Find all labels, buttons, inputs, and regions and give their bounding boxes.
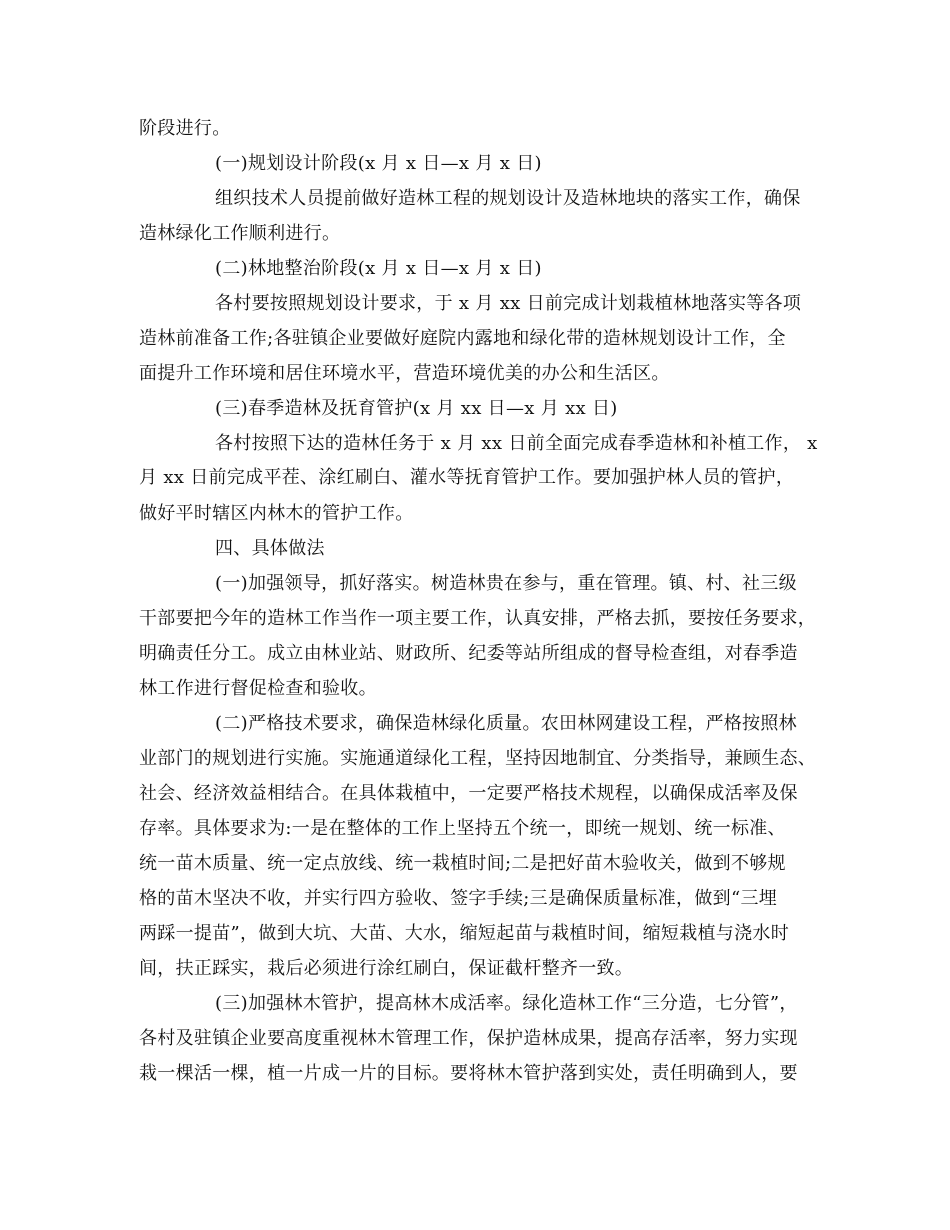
text-line: 两踩一提苗”，做到大坑、大苗、大水，缩短起苗与栽植时间，缩短栽植与浇水时 xyxy=(139,923,789,944)
text-line: 月 xx 日前完成平茬、涂红刷白、灌水等抚育管护工作。要加强护林人员的管护， xyxy=(139,467,795,488)
text-line: 社会、经济效益相结合。在具体栽植中，一定要严格技术规程，以确保成活率及保 xyxy=(139,783,798,804)
section-heading: (二)林地整治阶段(x 月 x 日—x 月 x 日) xyxy=(215,258,542,279)
text-line: 面提升工作环境和居住环境水平，营造环境优美的办公和生活区。 xyxy=(139,363,670,384)
section-heading: (一)规划设计阶段(x 月 x 日—x 月 x 日) xyxy=(215,153,542,174)
text-line: 业部门的规划进行实施。实施通道绿化工程，坚持因地制宜、分类指导，兼顾生态、 xyxy=(139,748,817,769)
text-line: 明确责任分工。成立由林业站、财政所、纪委等站所组成的督导检查组，对春季造 xyxy=(139,643,798,664)
text-line: 统一苗木质量、统一定点放线、统一栽植时间;二是把好苗木验收关，做到不够规 xyxy=(139,853,786,874)
text-line: 阶段进行。 xyxy=(139,118,231,139)
text-line: 栽一棵活一棵，植一片成一片的目标。要将林木管护落到实处，责任明确到人，要 xyxy=(139,1063,798,1084)
text-line: 各村按照下达的造林任务于 x 月 xx 日前全面完成春季造林和补植工作， x xyxy=(215,433,818,454)
text-line: 林工作进行督促检查和验收。 xyxy=(139,678,377,699)
text-line: (三)加强林木管护，提高林木成活率。绿化造林工作“三分造，七分管”， xyxy=(215,993,798,1014)
text-line: (二)严格技术要求，确保造林绿化质量。农田林网建设工程，严格按照林 xyxy=(215,713,797,734)
section-heading: (三)春季造林及抚育管护(x 月 xx 日—x 月 xx 日) xyxy=(215,398,618,419)
text-line: 格的苗木坚决不收，并实行四方验收、签字手续;三是确保质量标准，做到“三埋 xyxy=(139,888,778,909)
section-heading: 四、具体做法 xyxy=(215,538,325,559)
text-line: 各村及驻镇企业要高度重视林木管理工作，保护造林成果，提高存活率，努力实现 xyxy=(139,1028,798,1049)
text-line: 存率。具体要求为:一是在整体的工作上坚持五个统一，即统一规划、统一标准、 xyxy=(139,818,786,839)
text-line: 组织技术人员提前做好造林工程的规划设计及造林地块的落实工作，确保 xyxy=(215,188,801,209)
text-line: 造林前准备工作;各驻镇企业要做好庭院内露地和绿化带的造林规划设计工作，全 xyxy=(139,328,786,349)
text-line: 做好平时辖区内林木的管护工作。 xyxy=(139,503,414,524)
text-line: 造林绿化工作顺利进行。 xyxy=(139,223,341,244)
text-line: 干部要把今年的造林工作当作一项主要工作，认真安排，严格去抓，要按任务要求， xyxy=(139,608,817,629)
text-line: 间，扶正踩实，栽后必须进行涂红刷白，保证截杆整齐一致。 xyxy=(139,958,634,979)
text-line: 各村要按照规划设计要求，于 x 月 xx 日前完成计划栽植林地落实等各项 xyxy=(215,293,802,314)
text-line: (一)加强领导，抓好落实。树造林贵在参与，重在管理。镇、村、社三级 xyxy=(215,573,797,594)
